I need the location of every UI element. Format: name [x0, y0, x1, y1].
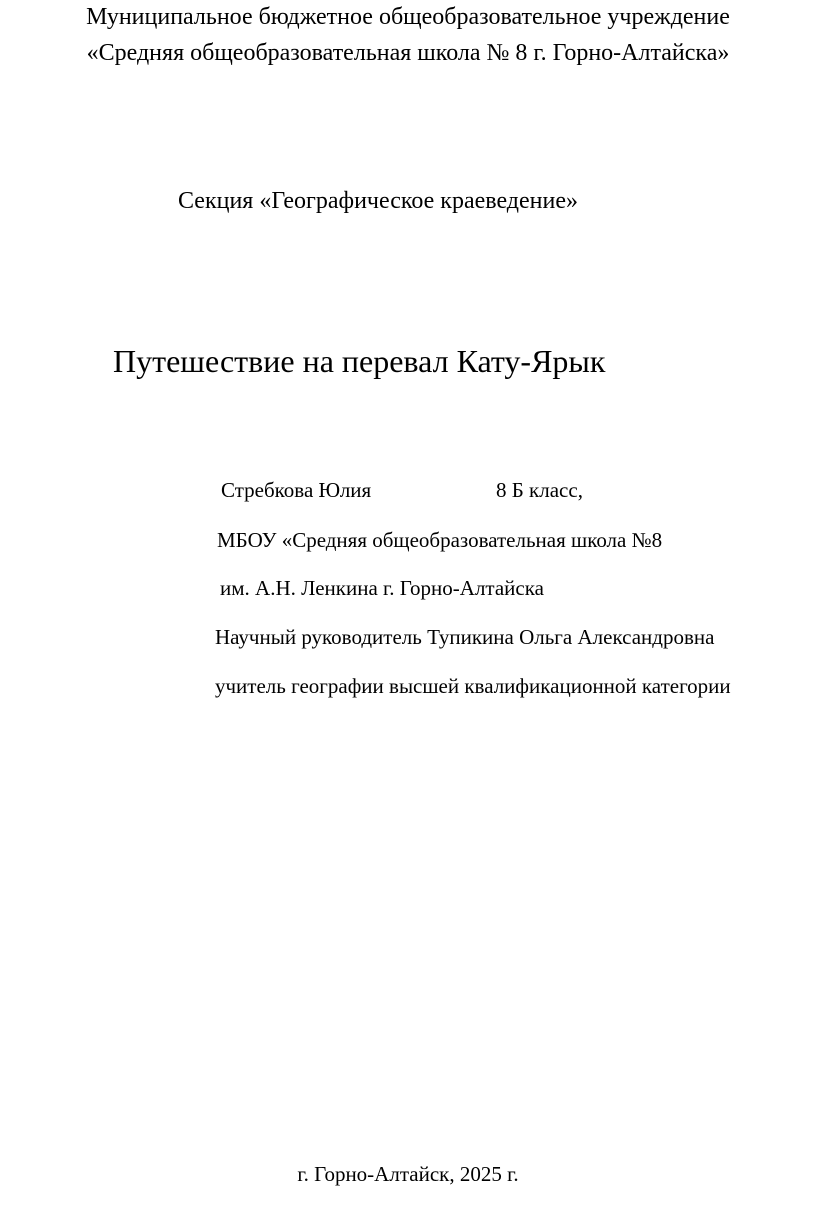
institution-header — [0, 4, 816, 76]
footer-place-year: г. Горно-Алтайск, 2025 г. — [297, 1162, 519, 1186]
author-name: Стребкова Юлия — [221, 478, 372, 502]
author-class: 8 Б класс, — [496, 478, 583, 502]
supervisor-role: учитель географии высшей квалификационной категории — [215, 674, 731, 698]
supervisor: Научный руководитель Тупикина Ольга Александровна — [215, 625, 715, 649]
school-line-1: МБОУ «Средняя общеобразовательная школа №8 — [217, 528, 663, 552]
document-title: Путешествие на перевал Кату-Ярык — [113, 343, 606, 379]
institution-line-2: «Средняя общеобразовательная школа № 8 г. Горно-Алтайска» — [86, 40, 730, 66]
section-title: Секция «Географическое краеведение» — [178, 188, 578, 214]
school-line-2: им. А.Н. Ленкина г. Горно-Алтайска — [220, 576, 544, 600]
institution-line-1: Муниципальное бюджетное общеобразовательное учреждение — [86, 4, 730, 30]
